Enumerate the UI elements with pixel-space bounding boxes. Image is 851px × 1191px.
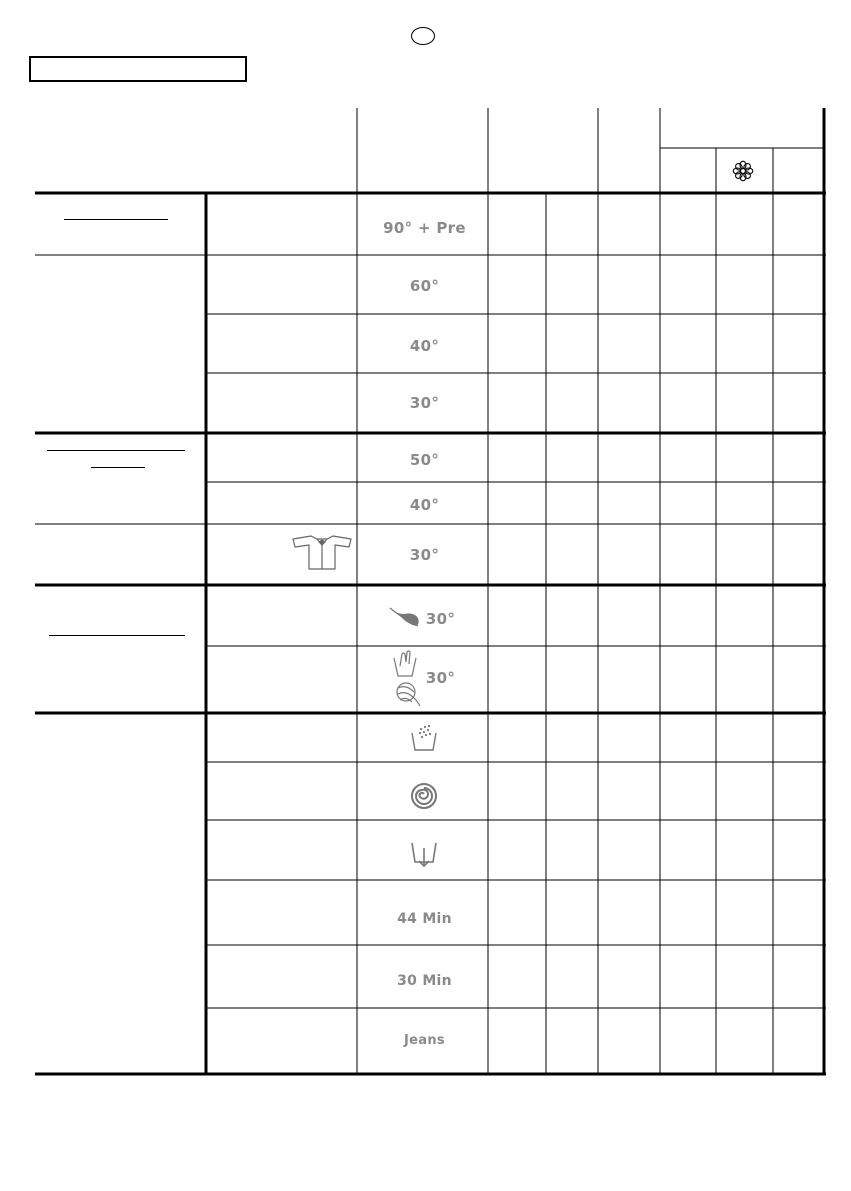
spin-icon — [409, 781, 439, 811]
program-label: 90° + Pre — [383, 219, 466, 237]
program-label: 40° — [409, 337, 440, 355]
category-underline — [49, 635, 185, 636]
drain-icon — [409, 838, 439, 868]
program-label: 30° — [409, 394, 440, 412]
program-label: 50° — [409, 451, 440, 469]
thick-row-dividers — [35, 193, 826, 1074]
program-label: Jeans — [404, 1033, 445, 1048]
feather-icon — [388, 604, 422, 632]
category-underline — [91, 467, 145, 468]
program-label: 60° — [409, 277, 440, 295]
hand-wash-wool-icon — [390, 648, 422, 710]
category-underline — [64, 219, 168, 220]
program-label: 30° — [409, 546, 440, 564]
thin-column-dividers — [357, 108, 773, 1075]
program-label: 30° — [425, 610, 456, 628]
program-label: 40° — [409, 496, 440, 514]
thick-column-dividers — [206, 108, 824, 1075]
program-label: 44 Min — [397, 911, 452, 927]
flower-icon — [732, 160, 754, 182]
shirt-icon — [291, 533, 353, 571]
rinse-icon — [409, 723, 439, 753]
program-label: 30 Min — [397, 973, 452, 989]
category-underline — [47, 450, 185, 451]
program-label: 30° — [425, 669, 456, 687]
